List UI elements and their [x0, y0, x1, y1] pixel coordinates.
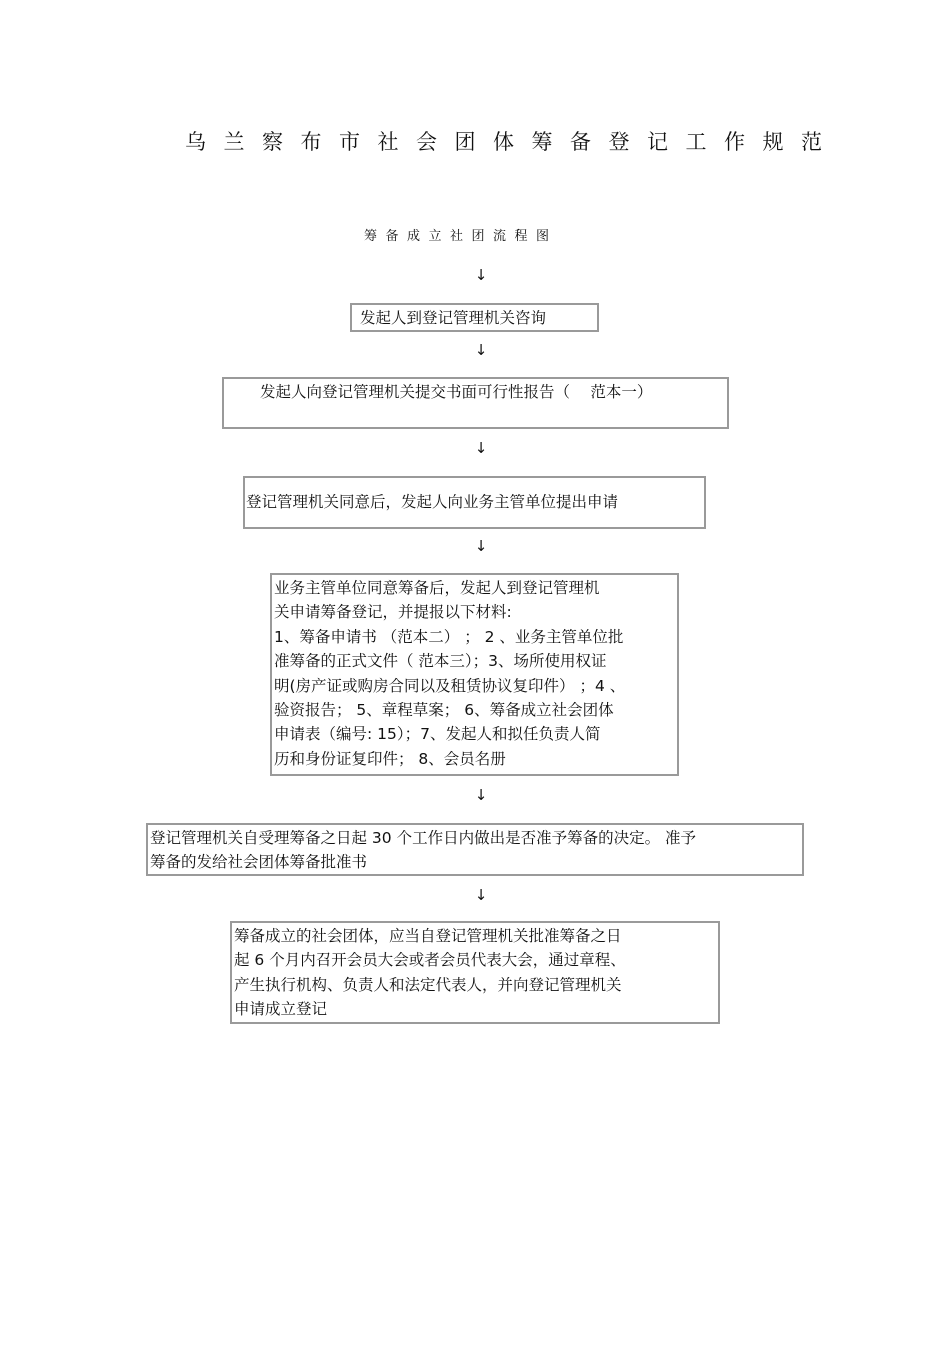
- flow-arrow-6: ↓: [474, 886, 488, 904]
- step-text-line: 发起人向登记管理机关提交书面可行性报告（ 范本一）: [260, 383, 653, 401]
- flowchart-title: 筹备成立社团流程图: [364, 229, 558, 244]
- flow-step-materials: [270, 573, 679, 776]
- step-text-line: 申请成立登记: [234, 1000, 328, 1019]
- step-text-line: 申请表（编号: 15）；7、发起人和拟任负责人简: [274, 725, 601, 744]
- step-text-line: 筹备成立的社会团体，应当自登记管理机关批准筹备之日: [234, 927, 622, 945]
- step-text-line: 产生执行机构、负责人和法定代表人，并向登记管理机关: [234, 975, 622, 994]
- flow-step-consult: [350, 303, 599, 332]
- step-text-line: 登记管理机关同意后，发起人向业务主管单位提出申请: [246, 493, 619, 511]
- flow-arrow-3: ↓: [474, 439, 488, 457]
- flow-step-feasibility-report: [222, 377, 729, 429]
- step-text-line: 起 6 个月内召开会员大会或者会员代表大会，通过章程、: [234, 951, 626, 970]
- flow-arrow-1: ↓: [474, 266, 488, 284]
- flow-step-establishment: [230, 921, 720, 1024]
- document-title: 乌兰察布市社会团体筹备登记工作规范: [185, 130, 840, 154]
- step-text-line: 关申请筹备登记，并提报以下材料:: [274, 603, 512, 622]
- step-text-line: 验资报告； 5、章程草案； 6、筹备成立社会团体: [274, 701, 614, 720]
- flow-arrow-4: ↓: [474, 537, 488, 555]
- flow-arrow-5: ↓: [474, 786, 488, 804]
- step-text-line: 历和身份证复印件； 8、会员名册: [274, 749, 506, 768]
- step-text-line: 准筹备的正式文件（ 范本三）；3、场所使用权证: [274, 652, 607, 671]
- step-text-line: 登记管理机关自受理筹备之日起 30 个工作日内做出是否准予筹备的决定。 准予: [150, 829, 697, 847]
- flow-step-decision: [146, 823, 804, 876]
- step-text-line: 明(房产证或购房合同以及租赁协议复印件） ；4 、: [274, 676, 626, 695]
- step-text-line: 筹备的发给社会团体筹备批准书: [150, 853, 368, 872]
- step-text-line: 1、筹备申请书 （范本二） ； 2 、业务主管单位批: [274, 627, 624, 646]
- step-text-line: 发起人到登记管理机关咨询: [360, 309, 547, 327]
- flow-arrow-2: ↓: [474, 341, 488, 359]
- flow-step-apply-supervisor: [243, 476, 706, 529]
- step-text-line: 业务主管单位同意筹备后，发起人到登记管理机: [274, 579, 600, 597]
